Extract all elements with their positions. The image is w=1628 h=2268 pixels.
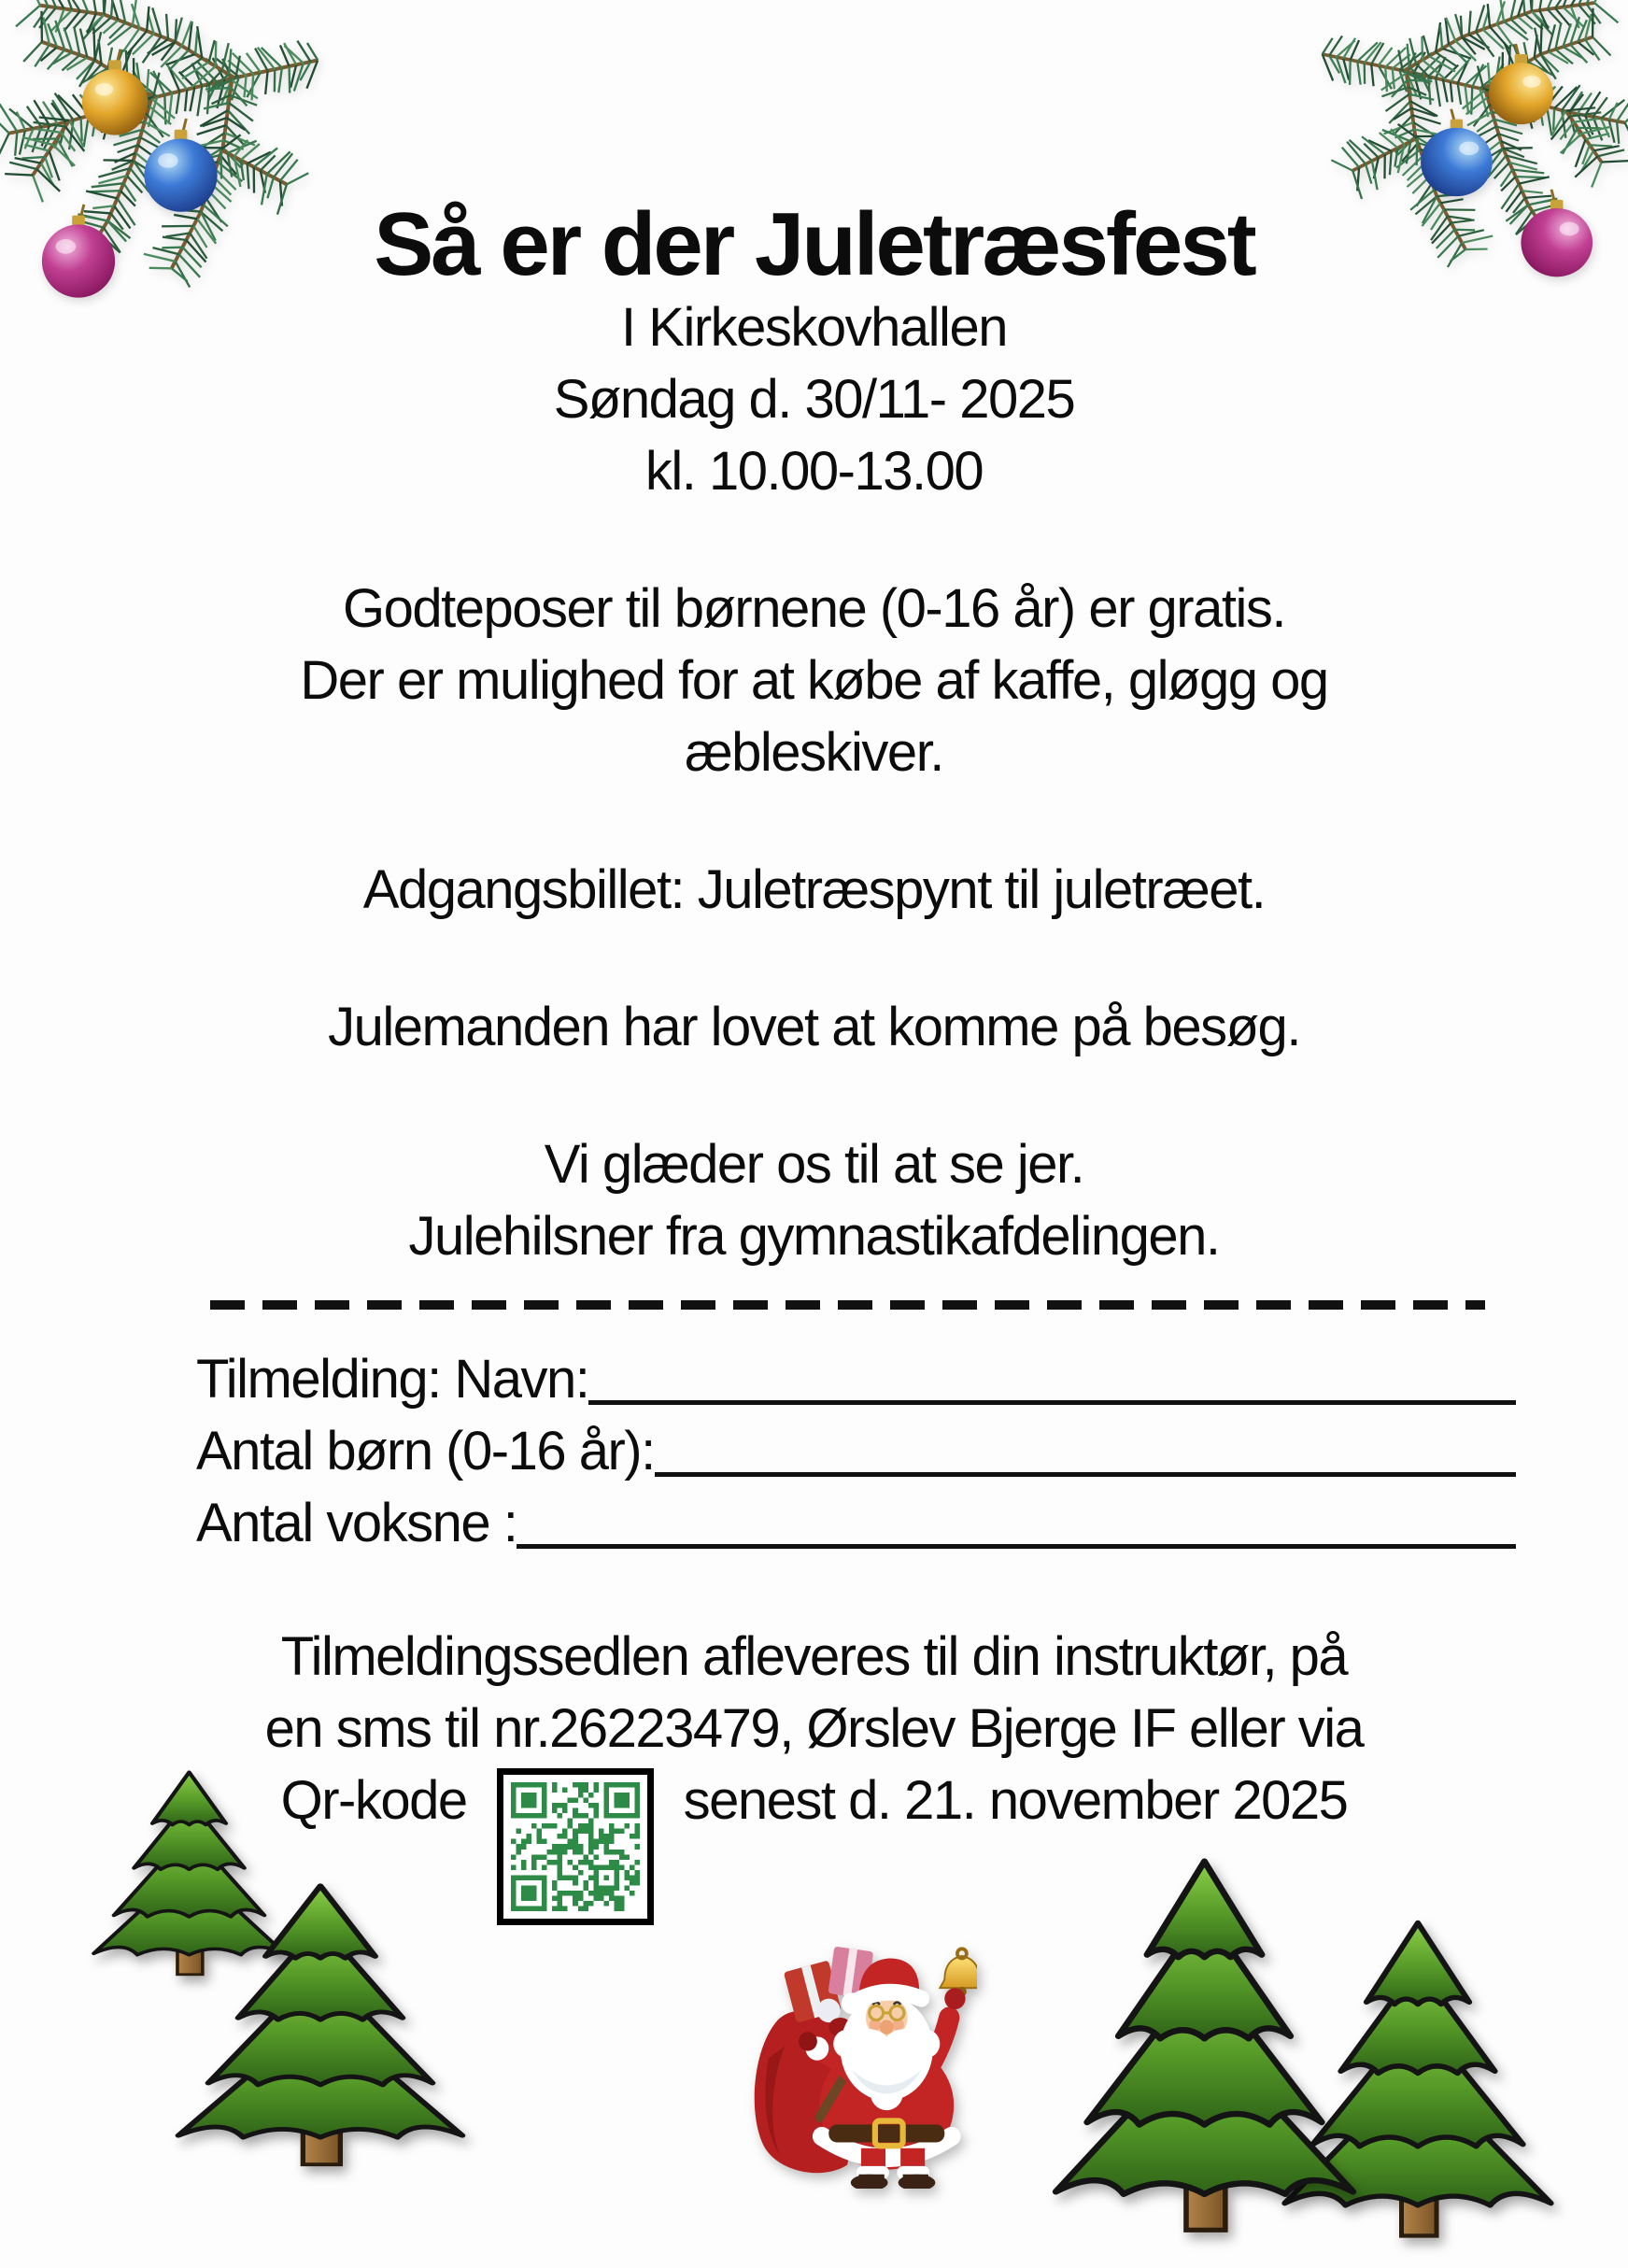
- name-write-in-line: [588, 1400, 1516, 1405]
- adults-label: Antal voksne :: [196, 1493, 517, 1553]
- children-write-in-line: [655, 1472, 1516, 1477]
- pine-branch-mirrored-icon: [1315, 0, 1628, 301]
- santa-claus-icon: [745, 1904, 977, 2189]
- name-label: Tilmelding: Navn:: [196, 1349, 589, 1410]
- dashed-cut-line: [210, 1300, 1485, 1310]
- paragraph-closing: [0, 1128, 1628, 1272]
- paragraph-treats: [0, 573, 1628, 788]
- form-row-name: [0, 1343, 1628, 1415]
- qr-label: Qr-kode: [280, 1770, 467, 1831]
- instructions-line-1: Tilmeldingssedlen afleveres til din instruktør, på: [280, 1626, 1348, 1687]
- time-line: kl. 10.00-13.00: [644, 441, 984, 502]
- closing-line-1: Vi glæder os til at se jer.: [544, 1134, 1084, 1195]
- page-title: Så er der Juletræsfest: [374, 194, 1254, 294]
- pine-branch-icon: [0, 0, 325, 323]
- treats-line-2: Der er mulighed for at købe af kaffe, gløgg og: [300, 650, 1328, 711]
- qr-code-icon: [497, 1768, 654, 1925]
- deadline-text: senest d. 21. november 2025: [683, 1770, 1348, 1831]
- christmas-tree-icon: [1048, 1854, 1361, 2237]
- children-label: Antal børn (0-16 år):: [196, 1421, 655, 1481]
- registration-form: [0, 1343, 1628, 1559]
- form-row-adults: [0, 1487, 1628, 1559]
- venue-line: I Kirkeskovhallen: [621, 297, 1007, 358]
- instructions-line-2: en sms til nr.26223479, Ørslev Bjerge IF eller via: [264, 1698, 1364, 1759]
- date-line: Søndag d. 30/11- 2025: [553, 369, 1075, 430]
- form-row-children: [0, 1415, 1628, 1487]
- adults-write-in-line: [517, 1544, 1516, 1549]
- closing-line-2: Julehilsner fra gymnastikafdelingen.: [408, 1206, 1220, 1267]
- paragraph-ticket: Adgangsbillet: Juletræspynt til juletræet.: [362, 859, 1266, 920]
- treats-line-1: Godteposer til børnene (0-16 år) er gratis.: [343, 578, 1285, 639]
- treats-line-3: æbleskiver.: [685, 722, 943, 783]
- paragraph-santa-visit: Julemanden har lovet at komme på besøg.: [328, 997, 1300, 1057]
- christmas-tree-icon: [171, 1880, 470, 2170]
